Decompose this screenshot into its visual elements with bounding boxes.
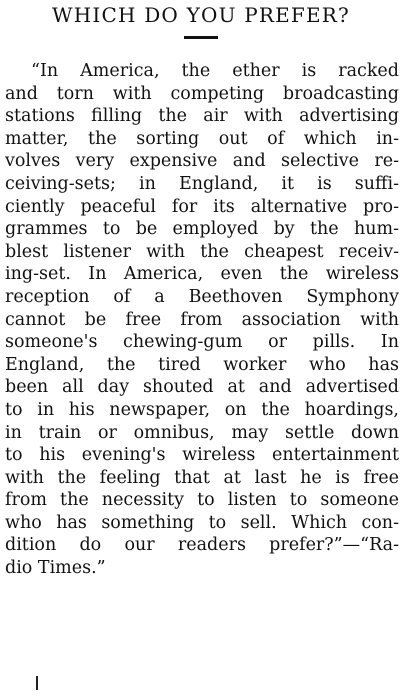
body-line: in train or omnibus, may settle down bbox=[5, 422, 399, 443]
body-line: matter, the sorting out of which in- bbox=[5, 128, 399, 149]
body-line: dition do our readers prefer?”—“Ra- bbox=[5, 535, 399, 556]
body-line: grammes to be employed by the hum- bbox=[5, 219, 399, 240]
body-line: to his evening's wireless entertainment bbox=[5, 445, 399, 466]
body-line: dio Times.” bbox=[5, 558, 106, 579]
print-speck bbox=[36, 676, 38, 690]
body-line: from the necessity to listen to someone bbox=[5, 490, 399, 511]
body-line: England, the tired worker who has bbox=[5, 354, 399, 375]
body-line: and torn with competing broadcasting bbox=[5, 83, 399, 104]
body-line: “In America, the ether is racked bbox=[31, 61, 399, 81]
article-body bbox=[5, 60, 399, 580]
headline-rule bbox=[184, 36, 218, 39]
body-line: blest listener with the cheapest receiv- bbox=[5, 241, 399, 262]
body-line: to in his newspaper, on the hoardings, bbox=[5, 399, 399, 420]
body-line: reception of a Beethoven Symphony bbox=[5, 286, 399, 307]
body-line: ing-set. In America, even the wireless bbox=[5, 264, 399, 285]
body-line: with the feeling that at last he is free bbox=[5, 467, 399, 488]
body-line: ceiving-sets; in England, it is suffi- bbox=[5, 173, 399, 194]
body-line: volves very expensive and selective re- bbox=[5, 151, 399, 172]
body-line: who has something to sell. Which con- bbox=[5, 512, 399, 533]
body-line: cannot be free from association with bbox=[5, 309, 399, 330]
body-line: stations filling the air with advertising bbox=[5, 106, 399, 127]
article-headline: WHICH DO YOU PREFER? bbox=[52, 3, 350, 27]
body-line: someone's chewing-gum or pills. In bbox=[5, 332, 399, 353]
body-line: ciently peaceful for its alternative pro- bbox=[5, 196, 399, 217]
body-line: been all day shouted at and advertised bbox=[5, 377, 399, 398]
